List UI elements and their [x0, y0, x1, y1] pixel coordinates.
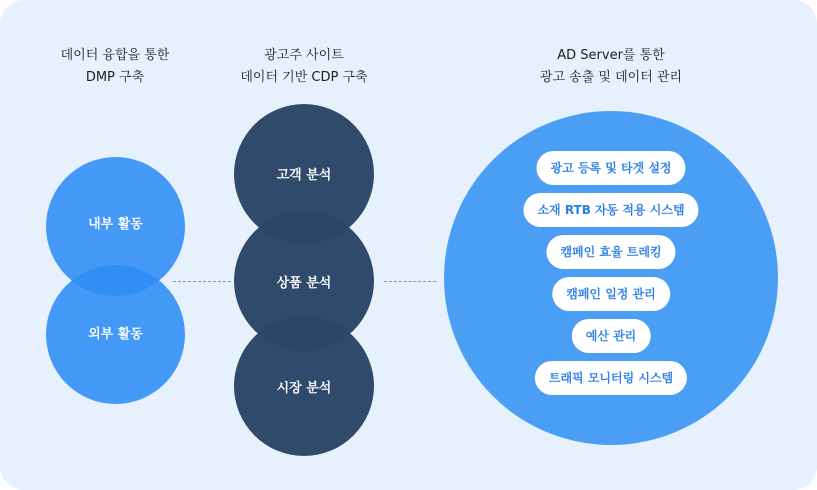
connector-dmp-cdp: [173, 281, 231, 282]
ad-item-campaign-schedule: 캠페인 일정 관리: [552, 277, 670, 311]
cdp-title: 광고주 사이트 데이터 기반 CDP 구축: [240, 48, 368, 85]
ad-item-rtb: 소재 RTB 자동 적용 시스템: [523, 193, 698, 227]
ad-server-title: AD Server를 통한 광고 송출 및 데이터 관리: [539, 48, 683, 85]
ad-item-budget: 예산 관리: [572, 319, 651, 353]
cdp-circle-market-label: 시장 분석: [276, 380, 332, 396]
dmp-circle-external-label: 외부 활동: [88, 327, 143, 342]
dmp-circle-external: [46, 265, 185, 404]
ad-item-traffic-monitoring: 트래픽 모니터링 시스템: [535, 361, 687, 395]
cdp-circle-product-label: 상품 분석: [276, 275, 332, 291]
cdp-circle-market: [234, 316, 374, 456]
ad-item-campaign-tracking: 캠페인 효율 트레킹: [546, 235, 675, 269]
dmp-title: 데이터 융합을 통한 DMP 구축: [60, 48, 170, 85]
cdp-circle-customer-label: 고객 분석: [276, 167, 332, 183]
ad-server-circle: [444, 111, 778, 445]
ad-item-targeting: 광고 등록 및 타겟 설정: [536, 151, 685, 185]
connector-cdp-ad: [384, 281, 436, 282]
dmp-circle-internal-label: 내부 활동: [88, 217, 143, 232]
